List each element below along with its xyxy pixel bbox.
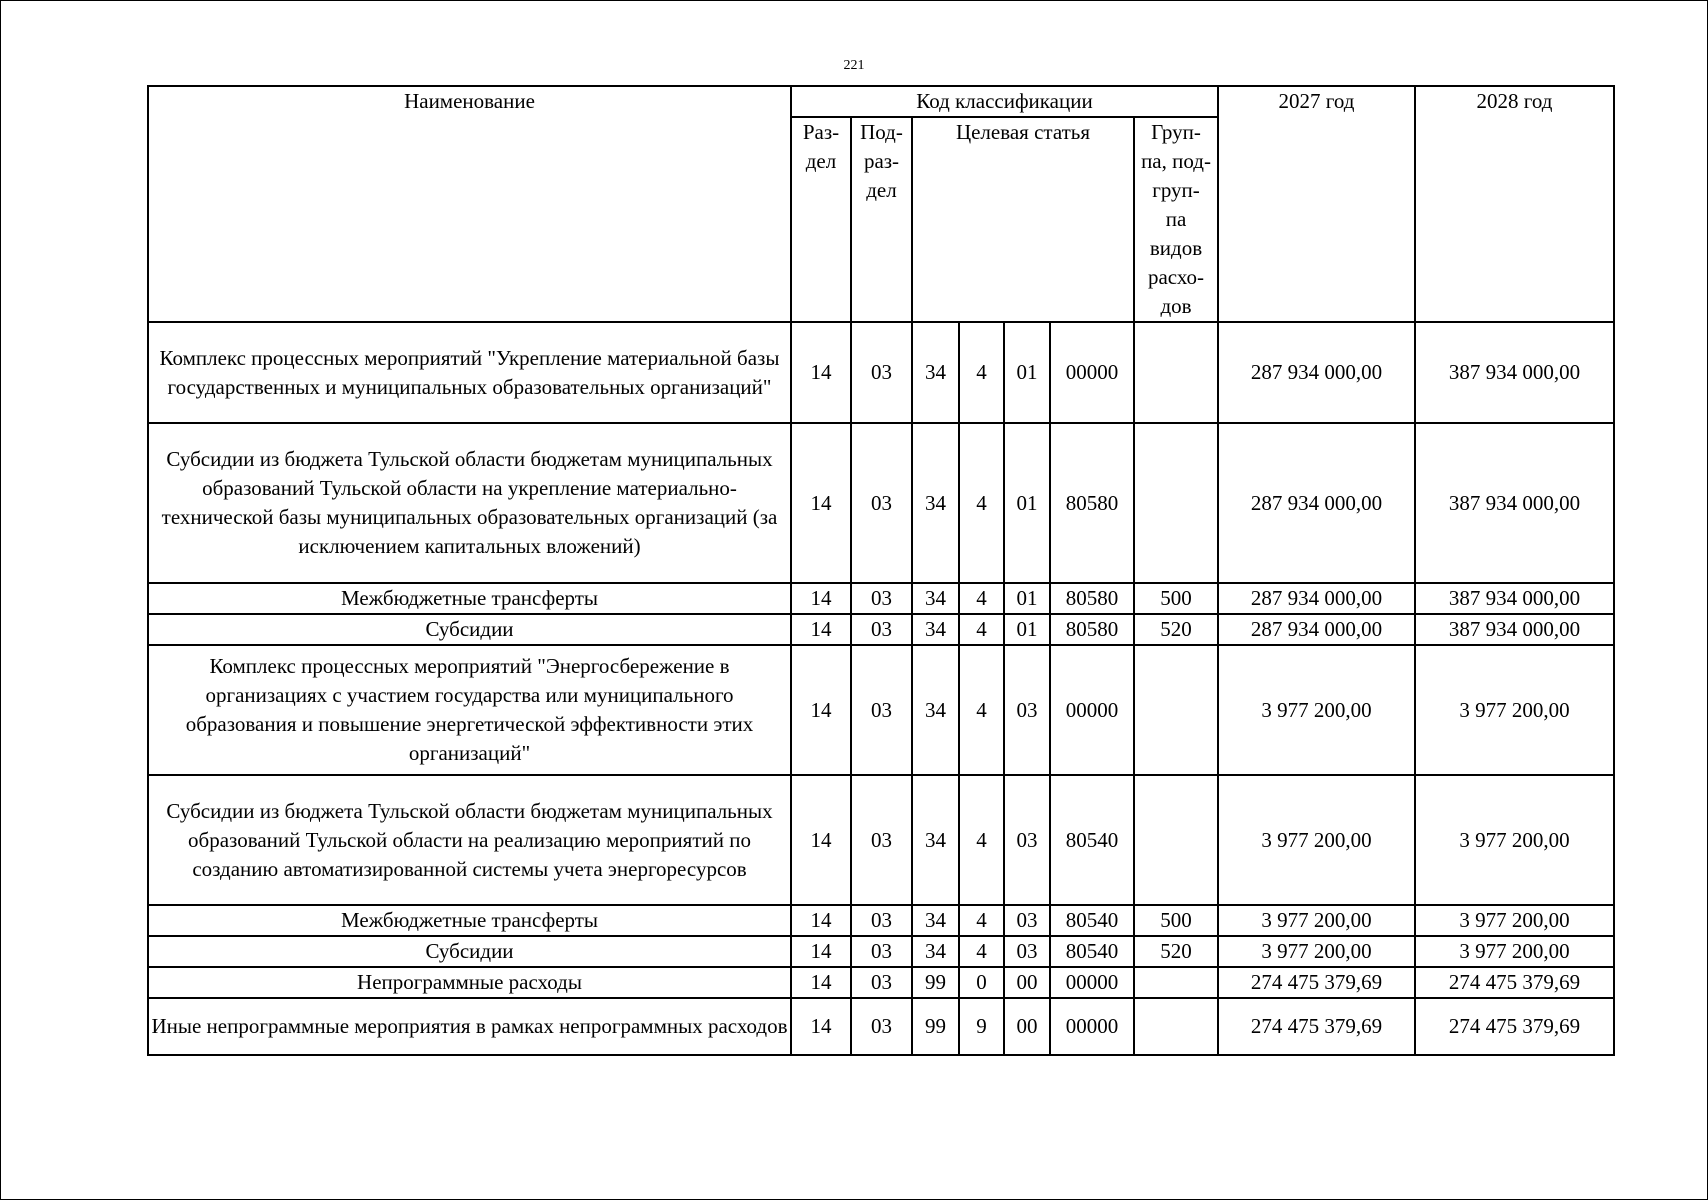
row-target-structure: 01 [1004, 423, 1050, 583]
row-subsection: 03 [851, 645, 912, 775]
row-subsection: 03 [851, 322, 912, 423]
row-amount-2027: 3 977 200,00 [1218, 775, 1415, 905]
row-target-direction: 80580 [1050, 583, 1134, 614]
row-target-structure: 01 [1004, 614, 1050, 645]
row-target-program: 99 [912, 967, 959, 998]
row-subsection: 03 [851, 998, 912, 1055]
header-year-2027: 2027 год [1218, 86, 1415, 322]
header-expense-type: Груп- па, под- груп- па видов расхо- дов [1134, 117, 1218, 322]
table-row [148, 905, 1614, 936]
table-row [148, 423, 1614, 583]
row-target-structure: 00 [1004, 998, 1050, 1055]
row-amount-2028: 3 977 200,00 [1415, 936, 1614, 967]
table-row [148, 583, 1614, 614]
row-subsection: 03 [851, 775, 912, 905]
row-expense-type: 520 [1134, 936, 1218, 967]
row-expense-type: 500 [1134, 905, 1218, 936]
row-subsection: 03 [851, 967, 912, 998]
row-amount-2028: 274 475 379,69 [1415, 998, 1614, 1055]
row-target-direction: 80580 [1050, 423, 1134, 583]
table-row [148, 614, 1614, 645]
row-target-program: 34 [912, 583, 959, 614]
row-target-program: 34 [912, 905, 959, 936]
row-target-type: 0 [959, 967, 1004, 998]
header-year-2028: 2028 год [1415, 86, 1614, 322]
header-name: Наименование [148, 86, 791, 322]
table-row [148, 775, 1614, 905]
row-name: Иные непрограммные мероприятия в рамках непрограммных расходов [148, 998, 791, 1055]
row-expense-type [1134, 322, 1218, 423]
row-name: Субсидии из бюджета Тульской области бюджетам муниципальных образований Тульской области на укрепление материально-технической базы муниципальных образовательных организаций (за исключением капитальных вложений) [148, 423, 791, 583]
row-target-program: 34 [912, 775, 959, 905]
row-target-type: 4 [959, 775, 1004, 905]
row-amount-2028: 3 977 200,00 [1415, 905, 1614, 936]
row-subsection: 03 [851, 905, 912, 936]
header-section: Раз- дел [791, 117, 851, 322]
row-target-program: 99 [912, 998, 959, 1055]
row-name: Субсидии [148, 614, 791, 645]
row-section: 14 [791, 645, 851, 775]
row-target-type: 4 [959, 936, 1004, 967]
budget-table [147, 85, 1615, 1056]
header-target-article: Целевая статья [912, 117, 1134, 322]
row-target-direction: 80540 [1050, 936, 1134, 967]
row-target-type: 4 [959, 905, 1004, 936]
row-amount-2028: 274 475 379,69 [1415, 967, 1614, 998]
row-section: 14 [791, 967, 851, 998]
table-row [148, 936, 1614, 967]
row-target-type: 4 [959, 423, 1004, 583]
row-name: Комплекс процессных мероприятий "Энергосбережение в организациях с участием государства или муниципального образования и повышение энергетической эффективности этих организаций" [148, 645, 791, 775]
table-row [148, 322, 1614, 423]
row-target-program: 34 [912, 614, 959, 645]
row-target-direction: 80580 [1050, 614, 1134, 645]
table-body [148, 322, 1614, 1055]
row-amount-2027: 3 977 200,00 [1218, 645, 1415, 775]
row-expense-type [1134, 967, 1218, 998]
table-row [148, 998, 1614, 1055]
row-target-direction: 00000 [1050, 998, 1134, 1055]
row-expense-type [1134, 423, 1218, 583]
row-target-structure: 01 [1004, 583, 1050, 614]
row-target-type: 4 [959, 322, 1004, 423]
row-amount-2028: 387 934 000,00 [1415, 322, 1614, 423]
row-name: Межбюджетные трансферты [148, 583, 791, 614]
row-target-structure: 01 [1004, 322, 1050, 423]
row-expense-type [1134, 998, 1218, 1055]
row-target-structure: 03 [1004, 936, 1050, 967]
row-amount-2027: 287 934 000,00 [1218, 322, 1415, 423]
row-amount-2027: 3 977 200,00 [1218, 936, 1415, 967]
row-section: 14 [791, 322, 851, 423]
row-target-structure: 03 [1004, 645, 1050, 775]
row-target-type: 9 [959, 998, 1004, 1055]
row-target-direction: 00000 [1050, 967, 1134, 998]
row-target-type: 4 [959, 614, 1004, 645]
row-amount-2028: 387 934 000,00 [1415, 614, 1614, 645]
row-section: 14 [791, 998, 851, 1055]
row-section: 14 [791, 936, 851, 967]
row-name: Субсидии [148, 936, 791, 967]
row-target-program: 34 [912, 936, 959, 967]
row-amount-2028: 3 977 200,00 [1415, 645, 1614, 775]
row-expense-type [1134, 775, 1218, 905]
row-target-direction: 00000 [1050, 322, 1134, 423]
row-target-direction: 80540 [1050, 775, 1134, 905]
row-subsection: 03 [851, 936, 912, 967]
row-name: Субсидии из бюджета Тульской области бюджетам муниципальных образований Тульской области на реализацию мероприятий по созданию автоматизированной системы учета энергоресурсов [148, 775, 791, 905]
row-amount-2027: 274 475 379,69 [1218, 967, 1415, 998]
page-number: 221 [843, 58, 865, 73]
row-amount-2028: 387 934 000,00 [1415, 423, 1614, 583]
row-amount-2028: 3 977 200,00 [1415, 775, 1614, 905]
row-section: 14 [791, 423, 851, 583]
row-target-program: 34 [912, 322, 959, 423]
header-code-group: Код классификации [791, 86, 1218, 117]
row-name: Межбюджетные трансферты [148, 905, 791, 936]
row-expense-type: 520 [1134, 614, 1218, 645]
row-subsection: 03 [851, 614, 912, 645]
header-row-1 [148, 86, 1614, 117]
row-expense-type: 500 [1134, 583, 1218, 614]
row-amount-2027: 287 934 000,00 [1218, 614, 1415, 645]
row-amount-2027: 287 934 000,00 [1218, 423, 1415, 583]
row-target-direction: 00000 [1050, 645, 1134, 775]
row-target-structure: 00 [1004, 967, 1050, 998]
row-amount-2027: 3 977 200,00 [1218, 905, 1415, 936]
row-section: 14 [791, 905, 851, 936]
row-name: Непрограммные расходы [148, 967, 791, 998]
row-section: 14 [791, 775, 851, 905]
table-row [148, 645, 1614, 775]
row-section: 14 [791, 583, 851, 614]
row-target-structure: 03 [1004, 775, 1050, 905]
header-subsection: Под- раз- дел [851, 117, 912, 322]
row-subsection: 03 [851, 583, 912, 614]
row-section: 14 [791, 614, 851, 645]
row-target-type: 4 [959, 583, 1004, 614]
row-target-structure: 03 [1004, 905, 1050, 936]
row-target-type: 4 [959, 645, 1004, 775]
row-amount-2028: 387 934 000,00 [1415, 583, 1614, 614]
row-target-program: 34 [912, 423, 959, 583]
row-target-direction: 80540 [1050, 905, 1134, 936]
row-target-program: 34 [912, 645, 959, 775]
row-expense-type [1134, 645, 1218, 775]
row-subsection: 03 [851, 423, 912, 583]
row-amount-2027: 274 475 379,69 [1218, 998, 1415, 1055]
row-name: Комплекс процессных мероприятий "Укрепление материальной базы государственных и муниципальных образовательных организаций" [148, 322, 791, 423]
table-row [148, 967, 1614, 998]
row-amount-2027: 287 934 000,00 [1218, 583, 1415, 614]
